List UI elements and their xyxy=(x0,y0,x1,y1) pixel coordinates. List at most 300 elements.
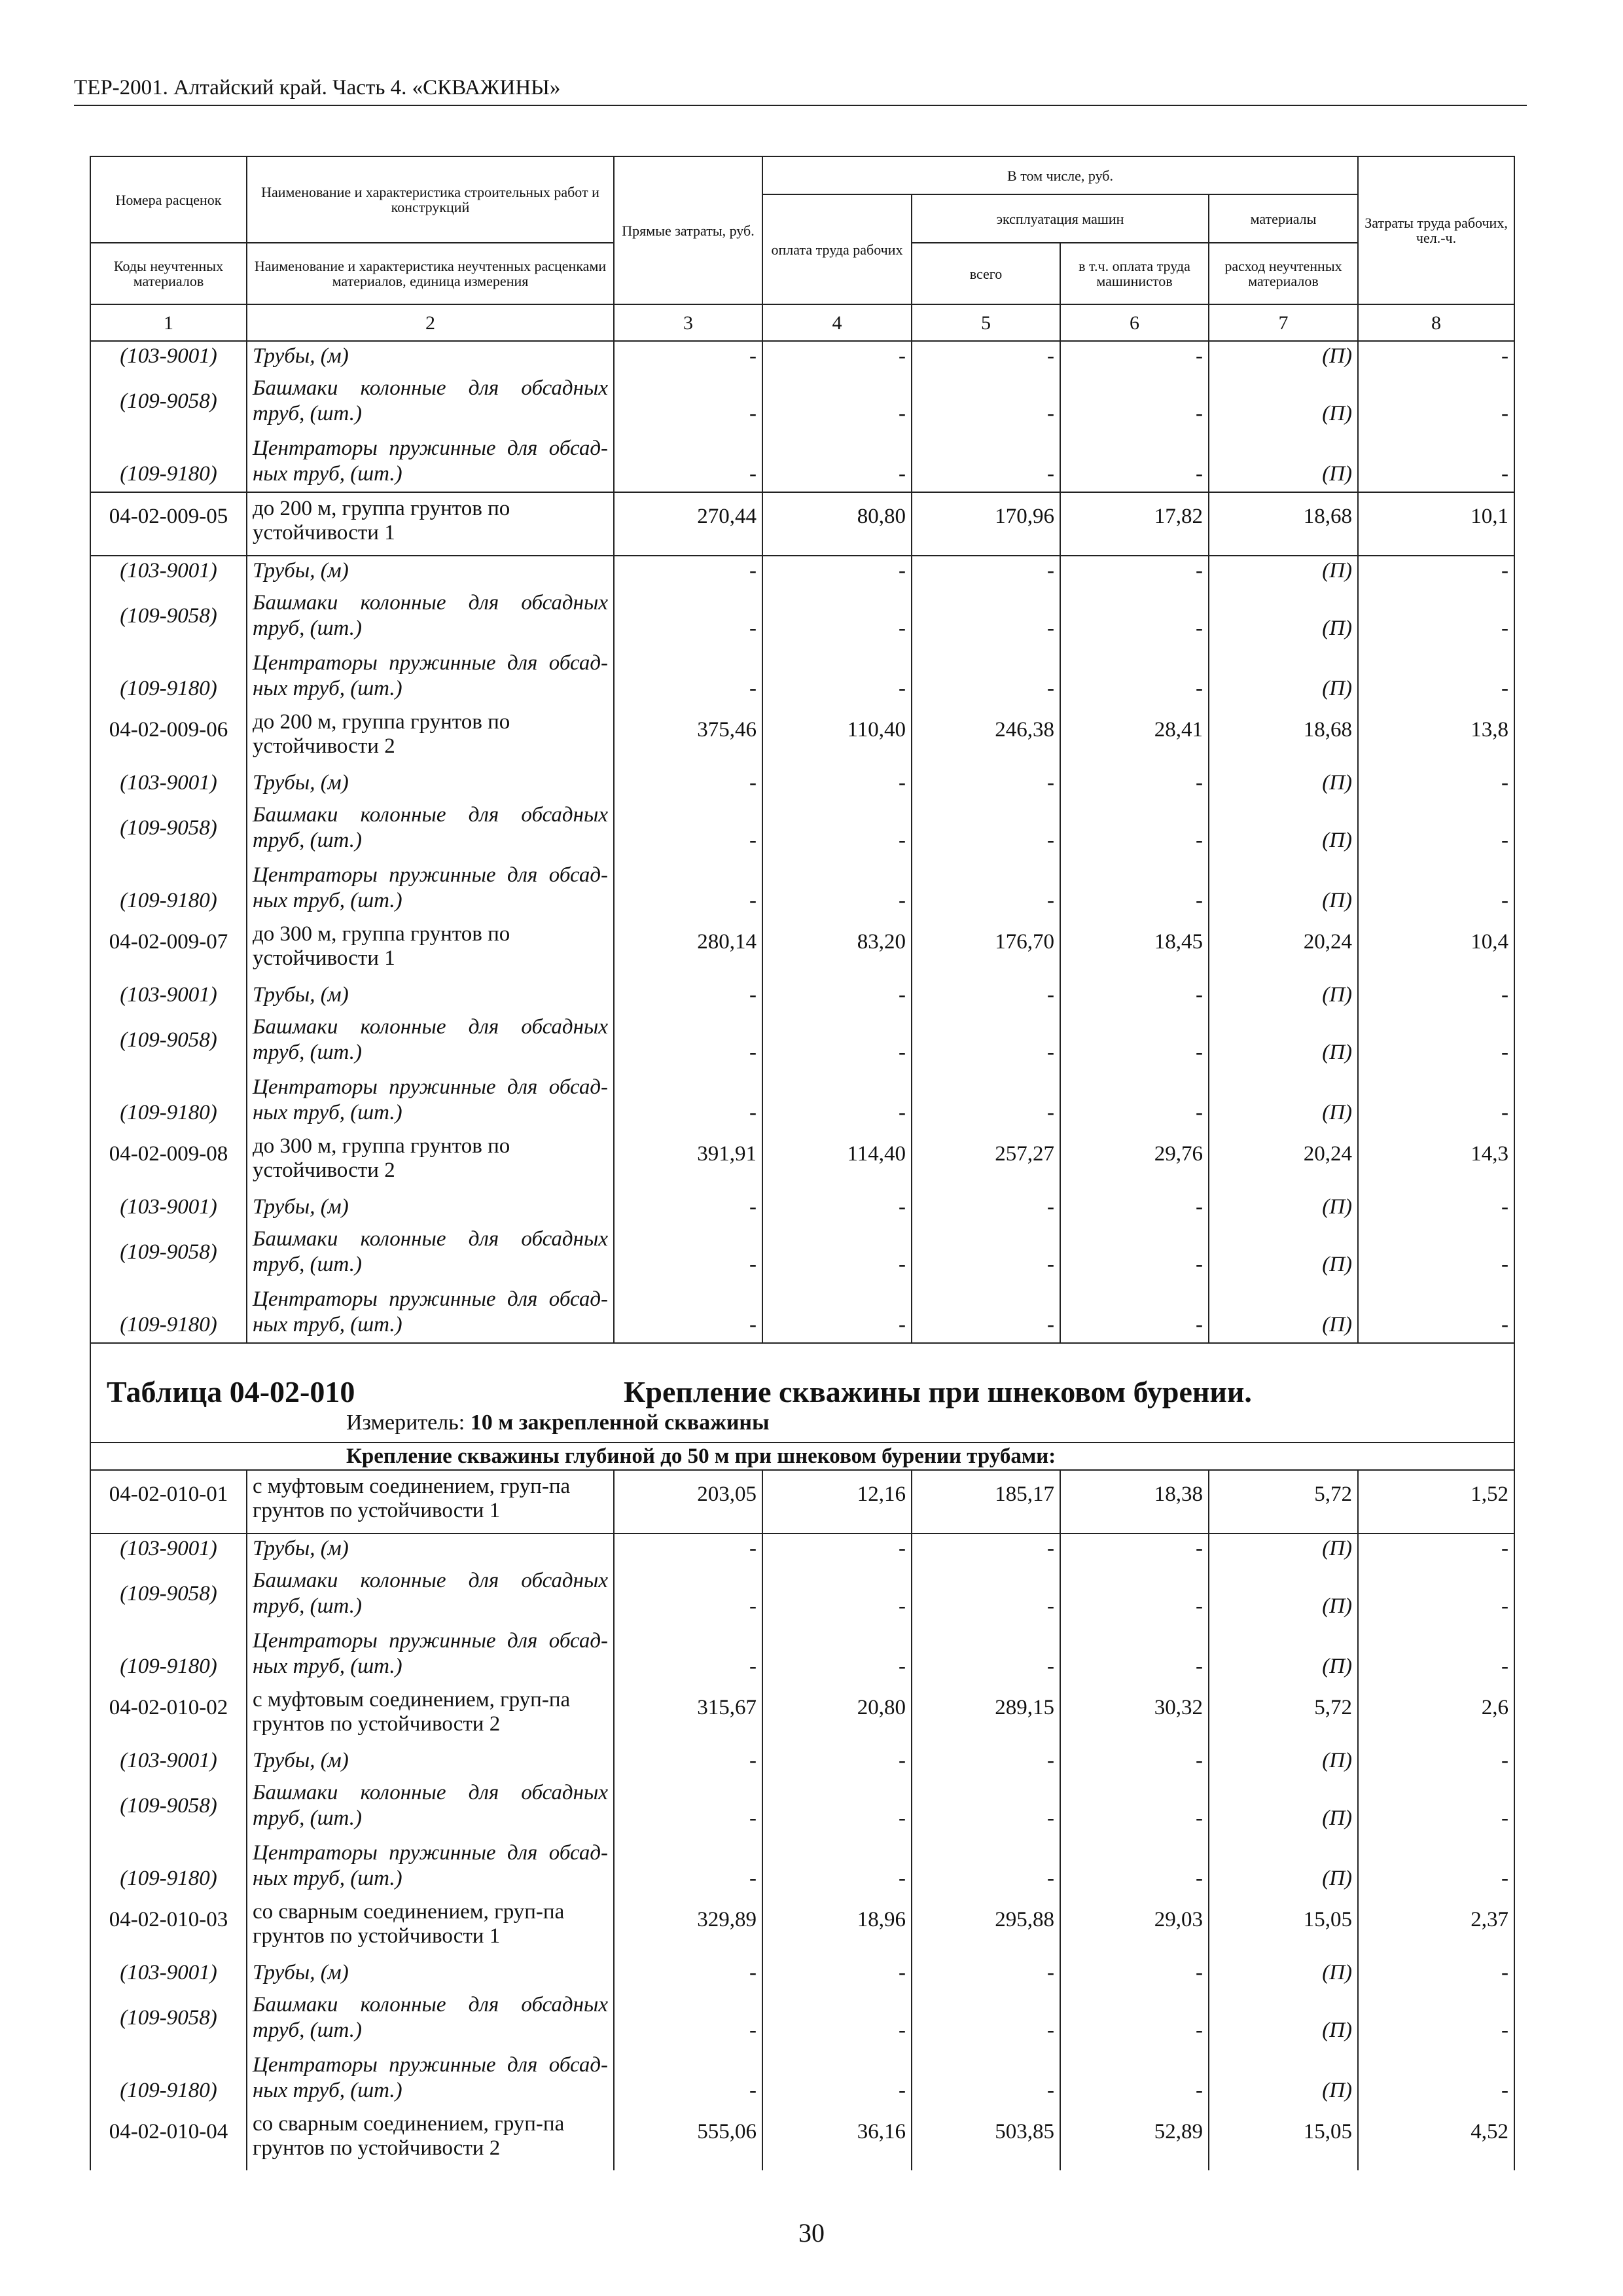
empty-value: - xyxy=(1358,1222,1514,1282)
material-row xyxy=(90,371,1514,431)
rate-code: 04-02-009-05 xyxy=(90,492,247,556)
rate-row xyxy=(90,918,1514,980)
worker-wage: 114,40 xyxy=(762,1130,912,1193)
material-row xyxy=(90,1624,1514,1684)
column-number: 3 xyxy=(614,304,762,341)
empty-value: - xyxy=(762,341,912,371)
material-code: (109-9058) xyxy=(90,1564,247,1624)
empty-value: - xyxy=(1060,1193,1209,1222)
empty-value: - xyxy=(614,371,762,431)
material-mark: (П) xyxy=(1209,1776,1358,1836)
empty-value: - xyxy=(614,768,762,798)
rate-name: до 300 м, группа грунтов по устойчивости 2 xyxy=(247,1130,614,1193)
empty-value: - xyxy=(912,1958,1060,1988)
material-code: (109-9058) xyxy=(90,371,247,431)
machinist-wage: 18,45 xyxy=(1060,918,1209,980)
material-name: Башмаки колонные для обсадных труб, (шт.) xyxy=(247,1988,614,2048)
machinist-wage: 18,38 xyxy=(1060,1470,1209,1534)
rate-name: до 300 м, группа грунтов по устойчивости 1 xyxy=(247,918,614,980)
empty-value: - xyxy=(614,980,762,1010)
empty-value: - xyxy=(912,1222,1060,1282)
labor-costs: 13,8 xyxy=(1358,706,1514,768)
empty-value: - xyxy=(762,1070,912,1130)
material-mark: (П) xyxy=(1209,1534,1358,1564)
empty-value: - xyxy=(912,1070,1060,1130)
empty-value: - xyxy=(1060,556,1209,586)
empty-value: - xyxy=(1060,341,1209,371)
empty-value: - xyxy=(614,1746,762,1776)
rate-code: 04-02-010-03 xyxy=(90,1896,247,1958)
material-code: (109-9058) xyxy=(90,1222,247,1282)
material-mark: (П) xyxy=(1209,1624,1358,1684)
empty-value: - xyxy=(614,1624,762,1684)
machinist-wage: 30,32 xyxy=(1060,1684,1209,1746)
column-number: 6 xyxy=(1060,304,1209,341)
empty-value: - xyxy=(614,1776,762,1836)
empty-value: - xyxy=(614,1070,762,1130)
material-name: Трубы, (м) xyxy=(247,980,614,1010)
machine-costs: 185,17 xyxy=(912,1470,1060,1534)
empty-value: - xyxy=(912,431,1060,492)
empty-value: - xyxy=(1060,1958,1209,1988)
direct-costs: 329,89 xyxy=(614,1896,762,1958)
empty-value: - xyxy=(762,1988,912,2048)
empty-value: - xyxy=(614,1534,762,1564)
machine-costs: 176,70 xyxy=(912,918,1060,980)
material-mark: (П) xyxy=(1209,586,1358,646)
material-mark: (П) xyxy=(1209,1193,1358,1222)
rate-name: до 200 м, группа грунтов по устойчивости 1 xyxy=(247,492,614,556)
rate-row xyxy=(90,492,1514,556)
material-row xyxy=(90,341,1514,371)
empty-value: - xyxy=(912,371,1060,431)
rate-name: с муфтовым соединением, груп-па грунтов по устойчивости 1 xyxy=(247,1470,614,1534)
empty-value: - xyxy=(762,1624,912,1684)
material-code: (109-9180) xyxy=(90,1624,247,1684)
empty-value: - xyxy=(912,858,1060,918)
direct-costs: 391,91 xyxy=(614,1130,762,1193)
empty-value: - xyxy=(762,1746,912,1776)
material-name: Центраторы пружинные для обсад-ных труб, (шт.) xyxy=(247,2048,614,2108)
empty-value: - xyxy=(762,1282,912,1343)
section-heading: Крепление скважины глубиной до 50 м при шнековом бурении трубами: xyxy=(90,1443,1514,1470)
empty-value: - xyxy=(614,431,762,492)
empty-value: - xyxy=(912,1282,1060,1343)
table-title: Крепление скважины при шнековом бурении. xyxy=(624,1375,1252,1408)
empty-value: - xyxy=(1060,646,1209,706)
material-code: (109-9180) xyxy=(90,2048,247,2108)
empty-value: - xyxy=(912,1193,1060,1222)
material-costs: 15,05 xyxy=(1209,2108,1358,2170)
empty-value: - xyxy=(614,1564,762,1624)
page-number: 30 xyxy=(798,2218,825,2248)
rate-code: 04-02-010-01 xyxy=(90,1470,247,1534)
material-row xyxy=(90,1222,1514,1282)
empty-value: - xyxy=(912,586,1060,646)
header-wage: оплата труда рабочих xyxy=(762,194,912,304)
empty-value: - xyxy=(1358,371,1514,431)
material-code: (103-9001) xyxy=(90,1534,247,1564)
material-row xyxy=(90,1010,1514,1070)
material-row xyxy=(90,556,1514,586)
direct-costs: 315,67 xyxy=(614,1684,762,1746)
machinist-wage: 29,76 xyxy=(1060,1130,1209,1193)
material-name: Центраторы пружинные для обсад-ных труб, (шт.) xyxy=(247,1624,614,1684)
empty-value: - xyxy=(762,586,912,646)
material-code: (109-9180) xyxy=(90,858,247,918)
material-costs: 20,24 xyxy=(1209,1130,1358,1193)
material-code: (109-9180) xyxy=(90,1282,247,1343)
material-row xyxy=(90,1564,1514,1624)
material-code: (103-9001) xyxy=(90,980,247,1010)
empty-value: - xyxy=(1060,1776,1209,1836)
empty-value: - xyxy=(762,980,912,1010)
material-code: (109-9058) xyxy=(90,798,247,858)
empty-value: - xyxy=(614,858,762,918)
rate-name: с муфтовым соединением, груп-па грунтов по устойчивости 2 xyxy=(247,1684,614,1746)
material-name: Башмаки колонные для обсадных труб, (шт.) xyxy=(247,371,614,431)
material-mark: (П) xyxy=(1209,646,1358,706)
labor-costs: 2,6 xyxy=(1358,1684,1514,1746)
empty-value: - xyxy=(762,646,912,706)
material-row xyxy=(90,1534,1514,1564)
empty-value: - xyxy=(1358,1193,1514,1222)
empty-value: - xyxy=(762,1222,912,1282)
empty-value: - xyxy=(912,341,1060,371)
column-number: 1 xyxy=(90,304,247,341)
measure-value: 10 м закрепленной скважины xyxy=(470,1410,770,1435)
empty-value: - xyxy=(1060,798,1209,858)
material-name: Башмаки колонные для обсадных труб, (шт.) xyxy=(247,1564,614,1624)
material-row xyxy=(90,1193,1514,1222)
rate-code: 04-02-009-06 xyxy=(90,706,247,768)
material-code: (109-9058) xyxy=(90,586,247,646)
direct-costs: 280,14 xyxy=(614,918,762,980)
empty-value: - xyxy=(1358,1776,1514,1836)
empty-value: - xyxy=(614,2048,762,2108)
material-mark: (П) xyxy=(1209,1564,1358,1624)
machine-costs: 170,96 xyxy=(912,492,1060,556)
machinist-wage: 28,41 xyxy=(1060,706,1209,768)
worker-wage: 110,40 xyxy=(762,706,912,768)
direct-costs: 270,44 xyxy=(614,492,762,556)
material-costs: 20,24 xyxy=(1209,918,1358,980)
material-row xyxy=(90,980,1514,1010)
empty-value: - xyxy=(614,798,762,858)
empty-value: - xyxy=(1358,768,1514,798)
header-labor: Затраты труда рабочих, чел.-ч. xyxy=(1358,156,1514,304)
page-header xyxy=(74,73,1527,106)
machinist-wage: 29,03 xyxy=(1060,1896,1209,1958)
material-name: Центраторы пружинные для обсад-ных труб, (шт.) xyxy=(247,1070,614,1130)
material-row xyxy=(90,431,1514,492)
material-name: Центраторы пружинные для обсад-ных труб, (шт.) xyxy=(247,431,614,492)
column-number: 8 xyxy=(1358,304,1514,341)
empty-value: - xyxy=(1358,1988,1514,2048)
material-code: (109-9180) xyxy=(90,1836,247,1896)
material-name: Трубы, (м) xyxy=(247,1958,614,1988)
material-mark: (П) xyxy=(1209,431,1358,492)
rate-code: 04-02-009-07 xyxy=(90,918,247,980)
material-name: Трубы, (м) xyxy=(247,1746,614,1776)
empty-value: - xyxy=(762,431,912,492)
empty-value: - xyxy=(1060,1222,1209,1282)
empty-value: - xyxy=(912,1010,1060,1070)
material-code: (109-9058) xyxy=(90,1988,247,2048)
machine-costs: 503,85 xyxy=(912,2108,1060,2170)
material-costs: 18,68 xyxy=(1209,492,1358,556)
labor-costs: 14,3 xyxy=(1358,1130,1514,1193)
empty-value: - xyxy=(1358,1746,1514,1776)
material-mark: (П) xyxy=(1209,1282,1358,1343)
header-rate-no: Номера расценок xyxy=(90,156,247,243)
material-row xyxy=(90,1776,1514,1836)
document-title: ТЕР-2001. Алтайский край. Часть 4. «СКВАЖИНЫ» xyxy=(74,76,561,99)
material-mark: (П) xyxy=(1209,1010,1358,1070)
material-mark: (П) xyxy=(1209,1958,1358,1988)
material-mark: (П) xyxy=(1209,371,1358,431)
empty-value: - xyxy=(912,980,1060,1010)
machinist-wage: 17,82 xyxy=(1060,492,1209,556)
table-label: Таблица 04-02-010 xyxy=(107,1375,355,1408)
table-010-heading xyxy=(90,1343,1514,1470)
empty-value: - xyxy=(1060,1534,1209,1564)
material-mark: (П) xyxy=(1209,768,1358,798)
header-material-codes: Коды неучтенных материалов xyxy=(90,243,247,304)
material-row xyxy=(90,1836,1514,1896)
header-direct-costs: Прямые затраты, руб. xyxy=(614,156,762,304)
empty-value: - xyxy=(1358,1010,1514,1070)
empty-value: - xyxy=(1358,1958,1514,1988)
header-material-names: Наименование и характеристика неучтенных расценками материалов, единица измерения xyxy=(247,243,614,304)
material-name: Трубы, (м) xyxy=(247,1534,614,1564)
header-including: В том числе, руб. xyxy=(762,156,1358,194)
empty-value: - xyxy=(1060,1070,1209,1130)
rates-table xyxy=(90,156,1515,2170)
rate-row xyxy=(90,1470,1514,1534)
empty-value: - xyxy=(762,1776,912,1836)
empty-value: - xyxy=(1358,1624,1514,1684)
empty-value: - xyxy=(762,1193,912,1222)
empty-value: - xyxy=(1060,1010,1209,1070)
empty-value: - xyxy=(614,1193,762,1222)
material-row xyxy=(90,768,1514,798)
material-costs: 15,05 xyxy=(1209,1896,1358,1958)
material-mark: (П) xyxy=(1209,1836,1358,1896)
empty-value: - xyxy=(1060,1836,1209,1896)
measure-prefix: Измеритель: xyxy=(346,1410,465,1435)
table-head xyxy=(90,156,1514,341)
empty-value: - xyxy=(1060,1564,1209,1624)
empty-value: - xyxy=(1060,980,1209,1010)
empty-value: - xyxy=(912,1988,1060,2048)
empty-value: - xyxy=(912,1624,1060,1684)
direct-costs: 555,06 xyxy=(614,2108,762,2170)
material-code: (109-9058) xyxy=(90,1010,247,1070)
empty-value: - xyxy=(1060,2048,1209,2108)
empty-value: - xyxy=(762,858,912,918)
header-work-name: Наименование и характеристика строительных работ и конструкций xyxy=(247,156,614,243)
rate-row xyxy=(90,1130,1514,1193)
worker-wage: 36,16 xyxy=(762,2108,912,2170)
material-row xyxy=(90,1070,1514,1130)
empty-value: - xyxy=(1060,1282,1209,1343)
material-row xyxy=(90,1746,1514,1776)
header-machines: эксплуатация машин xyxy=(912,194,1209,243)
empty-value: - xyxy=(762,1010,912,1070)
empty-value: - xyxy=(1358,1836,1514,1896)
material-code: (103-9001) xyxy=(90,1193,247,1222)
empty-value: - xyxy=(1358,858,1514,918)
empty-value: - xyxy=(912,1836,1060,1896)
material-name: Центраторы пружинные для обсад-ных труб, (шт.) xyxy=(247,1282,614,1343)
empty-value: - xyxy=(912,768,1060,798)
empty-value: - xyxy=(1060,431,1209,492)
empty-value: - xyxy=(912,798,1060,858)
empty-value: - xyxy=(1358,1534,1514,1564)
header-materials: материалы xyxy=(1209,194,1358,243)
direct-costs: 203,05 xyxy=(614,1470,762,1534)
empty-value: - xyxy=(762,1958,912,1988)
machine-costs: 257,27 xyxy=(912,1130,1060,1193)
empty-value: - xyxy=(762,371,912,431)
material-name: Трубы, (м) xyxy=(247,768,614,798)
empty-value: - xyxy=(1060,1746,1209,1776)
empty-value: - xyxy=(614,1010,762,1070)
empty-value: - xyxy=(912,1776,1060,1836)
material-name: Центраторы пружинные для обсад-ных труб, (шт.) xyxy=(247,646,614,706)
material-name: Трубы, (м) xyxy=(247,341,614,371)
empty-value: - xyxy=(1358,2048,1514,2108)
header-mach-wage: в т.ч. оплата труда машинистов xyxy=(1060,243,1209,304)
worker-wage: 18,96 xyxy=(762,1896,912,1958)
rate-row xyxy=(90,1896,1514,1958)
material-row xyxy=(90,1988,1514,2048)
empty-value: - xyxy=(762,798,912,858)
rate-code: 04-02-010-02 xyxy=(90,1684,247,1746)
column-number: 5 xyxy=(912,304,1060,341)
empty-value: - xyxy=(762,1836,912,1896)
empty-value: - xyxy=(1358,798,1514,858)
rate-name: со сварным соединением, груп-па грунтов по устойчивости 2 xyxy=(247,2108,614,2170)
material-code: (109-9058) xyxy=(90,1776,247,1836)
material-mark: (П) xyxy=(1209,1222,1358,1282)
empty-value: - xyxy=(614,341,762,371)
labor-costs: 10,4 xyxy=(1358,918,1514,980)
empty-value: - xyxy=(912,1534,1060,1564)
material-name: Трубы, (м) xyxy=(247,556,614,586)
empty-value: - xyxy=(1358,586,1514,646)
material-code: (103-9001) xyxy=(90,1958,247,1988)
empty-value: - xyxy=(762,2048,912,2108)
empty-value: - xyxy=(1358,980,1514,1010)
empty-value: - xyxy=(912,556,1060,586)
material-name: Башмаки колонные для обсадных труб, (шт.) xyxy=(247,586,614,646)
empty-value: - xyxy=(1060,858,1209,918)
empty-value: - xyxy=(614,586,762,646)
empty-value: - xyxy=(1060,371,1209,431)
material-name: Башмаки колонные для обсадных труб, (шт.) xyxy=(247,798,614,858)
rate-name: со сварным соединением, груп-па грунтов по устойчивости 1 xyxy=(247,1896,614,1958)
material-row xyxy=(90,1282,1514,1343)
rate-code: 04-02-010-04 xyxy=(90,2108,247,2170)
table-body-04-02-010 xyxy=(90,1470,1514,2170)
empty-value: - xyxy=(1358,646,1514,706)
header-mach-total: всего xyxy=(912,243,1060,304)
material-mark: (П) xyxy=(1209,341,1358,371)
empty-value: - xyxy=(614,556,762,586)
labor-costs: 4,52 xyxy=(1358,2108,1514,2170)
empty-value: - xyxy=(1358,1564,1514,1624)
empty-value: - xyxy=(614,1958,762,1988)
rate-row xyxy=(90,1684,1514,1746)
material-row xyxy=(90,1958,1514,1988)
empty-value: - xyxy=(614,1836,762,1896)
empty-value: - xyxy=(614,1988,762,2048)
material-row xyxy=(90,646,1514,706)
column-number: 7 xyxy=(1209,304,1358,341)
material-code: (103-9001) xyxy=(90,1746,247,1776)
rate-row xyxy=(90,706,1514,768)
material-costs: 5,72 xyxy=(1209,1684,1358,1746)
material-row xyxy=(90,798,1514,858)
empty-value: - xyxy=(1358,556,1514,586)
material-row xyxy=(90,586,1514,646)
column-number: 2 xyxy=(247,304,614,341)
material-mark: (П) xyxy=(1209,858,1358,918)
material-name: Центраторы пружинные для обсад-ных труб, (шт.) xyxy=(247,858,614,918)
empty-value: - xyxy=(1358,1282,1514,1343)
worker-wage: 12,16 xyxy=(762,1470,912,1534)
material-mark: (П) xyxy=(1209,798,1358,858)
empty-value: - xyxy=(614,646,762,706)
material-mark: (П) xyxy=(1209,556,1358,586)
empty-value: - xyxy=(912,1564,1060,1624)
empty-value: - xyxy=(614,1282,762,1343)
material-mark: (П) xyxy=(1209,980,1358,1010)
labor-costs: 1,52 xyxy=(1358,1470,1514,1534)
material-costs: 5,72 xyxy=(1209,1470,1358,1534)
empty-value: - xyxy=(912,646,1060,706)
empty-value: - xyxy=(912,1746,1060,1776)
empty-value: - xyxy=(1358,431,1514,492)
machinist-wage: 52,89 xyxy=(1060,2108,1209,2170)
material-code: (103-9001) xyxy=(90,556,247,586)
material-costs: 18,68 xyxy=(1209,706,1358,768)
material-name: Трубы, (м) xyxy=(247,1193,614,1222)
material-mark: (П) xyxy=(1209,1070,1358,1130)
empty-value: - xyxy=(762,1534,912,1564)
worker-wage: 20,80 xyxy=(762,1684,912,1746)
material-mark: (П) xyxy=(1209,2048,1358,2108)
table-body-continued xyxy=(90,341,1514,492)
column-number: 4 xyxy=(762,304,912,341)
material-name: Башмаки колонные для обсадных труб, (шт.) xyxy=(247,1222,614,1282)
material-code: (109-9180) xyxy=(90,431,247,492)
empty-value: - xyxy=(762,768,912,798)
material-row xyxy=(90,2048,1514,2108)
empty-value: - xyxy=(1060,586,1209,646)
material-code: (109-9180) xyxy=(90,646,247,706)
empty-value: - xyxy=(762,556,912,586)
table-body-04-02-009 xyxy=(90,492,1514,1343)
empty-value: - xyxy=(1060,1988,1209,2048)
machine-costs: 246,38 xyxy=(912,706,1060,768)
labor-costs: 2,37 xyxy=(1358,1896,1514,1958)
material-name: Башмаки колонные для обсадных труб, (шт.) xyxy=(247,1010,614,1070)
material-mark: (П) xyxy=(1209,1746,1358,1776)
machine-costs: 289,15 xyxy=(912,1684,1060,1746)
